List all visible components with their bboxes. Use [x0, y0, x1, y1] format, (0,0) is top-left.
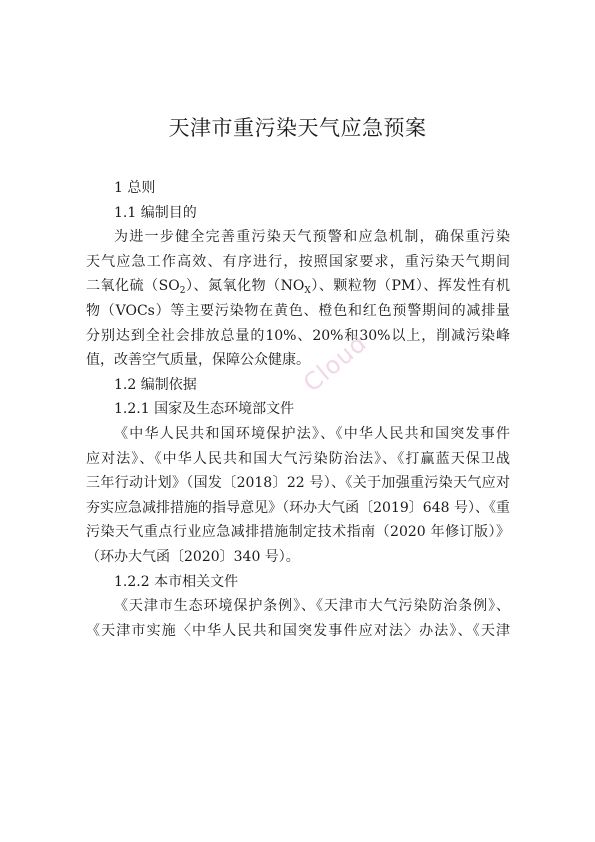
national-line-1: 《中华人民共和国环境保护法》、《中华人民共和国突发事件 [114, 425, 510, 442]
purpose-line-5: 分别达到全社会排放总量的10%、20%和30%以上，削减污染峰 [86, 327, 510, 344]
national-line-3: 三年行动计划》（国发〔2018〕22 号）、《关于加强重污染天气应对 [86, 475, 510, 492]
so2-subscript: 2 [179, 286, 186, 297]
local-line-2: 《天津市实施〈中华人民共和国突发事件应对法〉办法》、《天津 [86, 622, 510, 639]
watermark: Cloud [298, 328, 373, 398]
purpose-line-3 [86, 274, 510, 299]
national-line-6: （环办大气函〔2020〕340 号）。 [86, 548, 300, 565]
document-body [86, 176, 510, 643]
purpose-line-4: 物（VOCs）等主要污染物在黄色、橙色和红色预警期间的减排量 [86, 302, 510, 319]
purpose-line-3-b: ）、氮氧化物（NO [185, 278, 305, 295]
purpose-line-3-c: ）、颗粒物（PM）、挥发性有机 [310, 278, 510, 295]
purpose-line-6: 值，改善空气质量，保障公众健康。 [86, 352, 310, 369]
purpose-line-1: 为进一步健全完善重污染天气预警和应急机制，确保重污染 [114, 229, 510, 246]
purpose-line-3-a: 二氧化硫（SO [86, 278, 180, 295]
nox-subscript: X [304, 286, 311, 297]
document-title: 天津市重污染天气应急预案 [168, 116, 427, 140]
section-heading-local-docs: 1.2.2 本市相关文件 [114, 573, 239, 590]
section-heading-purpose: 1.1 编制目的 [114, 204, 197, 221]
section-heading-general: 1 总则 [114, 180, 156, 196]
section-heading-basis: 1.2 编制依据 [114, 376, 197, 393]
national-line-4: 夯实应急减排措施的指导意见》（环办大气函〔2019〕648 号）、《重 [86, 499, 510, 516]
national-line-5: 污染天气重点行业应急减排措施制定技术指南（2020 年修订版）》 [86, 524, 510, 541]
purpose-line-2: 天气应急工作高效、有序进行，按照国家要求，重污染天气期间 [86, 253, 510, 270]
section-heading-national-docs: 1.2.1 国家及生态环境部文件 [114, 401, 295, 418]
local-line-1: 《天津市生态环境保护条例》、《天津市大气污染防治条例》、 [114, 598, 510, 615]
national-line-2: 应对法》、《中华人民共和国大气污染防治法》、《打赢蓝天保卫战 [86, 450, 510, 467]
